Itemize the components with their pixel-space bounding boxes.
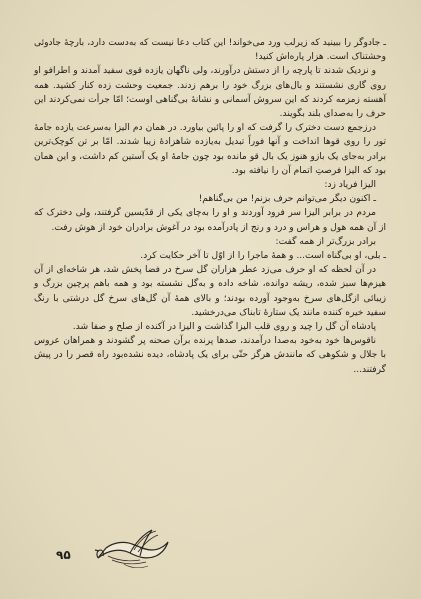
paragraph: مردم در برابر الیزا سر فرود آوردند و او را به‌چای یکی از قدّیسین گرفتند، ولی دخترک که از آن همه هول و هراس و درد و رنج از پادرآمده بود در آغوش برادران خود از هوش رفت.: [34, 208, 386, 233]
paragraph: درزجمع دست دخترک را گرفت که او را پائین بیاورد. در همان دم الیزا به‌سرعت یازده جامهٔ تور را روی قوها انداخت و آنها فوراً تبدیل به‌یازده شاهزادهٔ زیبا شدند. امّا بر تن کوچک‌ترین برادر به‌جای یک بازو هنوز یک بال قو مانده بود چون جامهٔ او یک آستین کم داشت، و این همان بود که الیزا فرصتِ اتمام آن را نیافته بود.: [34, 123, 386, 176]
paragraph: در آن لحظه که او حرف می‌زد عطر هزاران گل سرخ در فضا پخش شد، هر شاخه‌ای از آن هیزم‌ها سبز شده، ریشه دوانده، شاخه داده و به‌گل نشسته بود و همه باهم پرچین بزرگ و زیبائی ازگل‌های سرخ به‌وجود آورده بودند؛ و بالای همهٔ آن گل‌های سرخ گل درشتی با رنگ سفید خیره کننده مانند یک ستارهٔ تابناک می‌درخشید.: [34, 265, 386, 318]
body-text: [34, 36, 386, 377]
swan-illustration: [94, 520, 172, 572]
page-number: ۹۵: [56, 548, 71, 562]
paragraph: و نزدیک شدند تا پارچه را از دستش درآورند، ولی ناگهان یازده قوی سفید آمدند و اطرافو او روی گاری نشستند و بال‌های بزرگ خود را برهم زدند. جمعیت وحشت زده کنار کشید. همه آهسته زمزمه کردند که این سروش آسمانی و نشانهٔ بی‌گناهی اوست؛ امّا جرأت نمی‌کردند این حرف را به‌صدای بلند بگویند.: [34, 66, 386, 120]
paragraph: ناقوس‌ها خود به‌خود به‌صدا درآمدند، صدها پرنده برآن صحنه پر گشودند و همراهان عروس با جلال و شکوهی که مانندش هرگز حتّی برای یک پادشاه، دیده نشده‌بود راه قصر را در پیش گرفتند...: [34, 336, 386, 375]
paragraph: پادشاه آن گل را چید و روی قلب الیزا گذاشت و الیزا در آکنده از صلح و صفا شد.: [72, 322, 376, 333]
paragraph: ـ اکنون دیگر می‌توانم حرف بزنم! من بی‌گناهم!: [198, 194, 376, 205]
paragraph: ـ جادوگر را ببینید که زیرلب ورد می‌خواند! این کتاب دعا نیست که به‌دست دارد، بارچهٔ جادوئی وحشتناک است. هزار پاره‌اش کنید!: [34, 38, 386, 63]
paragraph: برادر بزرگ‌تر از همه گفت:: [275, 236, 376, 247]
paragraph: ـ بلی، او بی‌گناه است... و همهٔ ماجرا را از اوّل تا آخر حکایت کرد.: [140, 251, 386, 262]
paragraph: الیزا فریاد زد:: [324, 180, 376, 191]
